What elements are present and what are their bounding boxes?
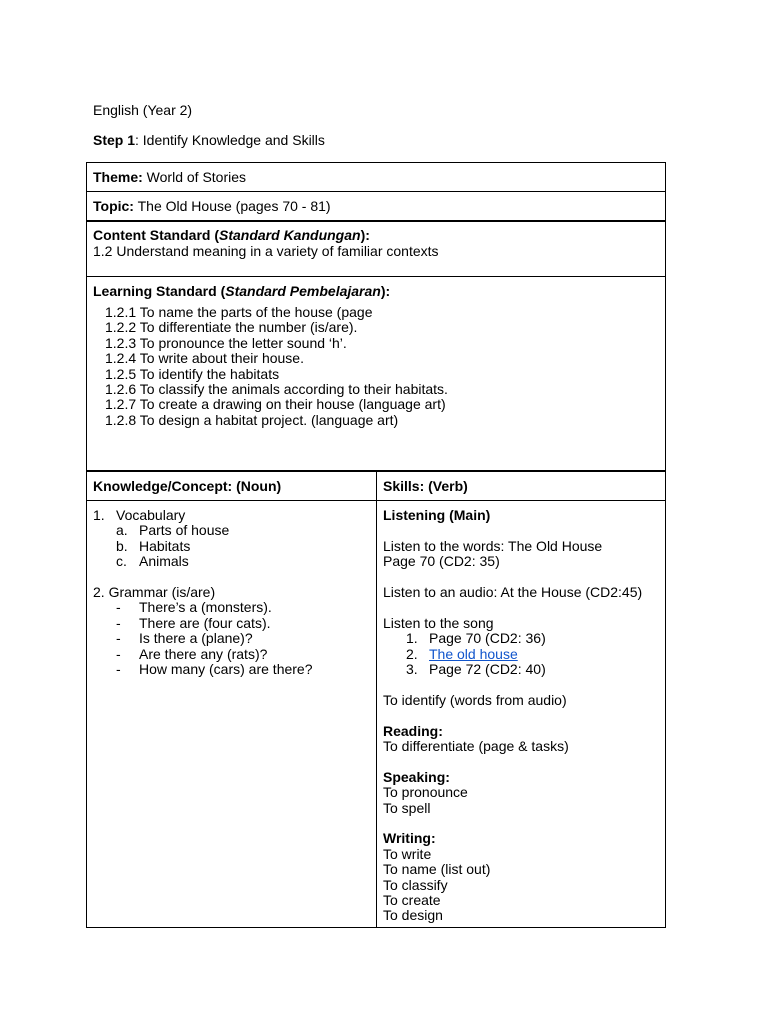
topic-row [87, 192, 665, 222]
listening-item: Listen to an audio: At the House (CD2:45) [383, 584, 643, 600]
grammar-item: - There are (four cats). [116, 614, 271, 631]
listening-heading: Listening (Main) [383, 507, 491, 523]
document-title: English (Year 2) [93, 102, 193, 118]
content-standard-row [87, 222, 665, 277]
listening-item: Listen to the song [383, 614, 494, 631]
writing-item: To name (list out) [383, 861, 491, 878]
skills-header: Skills: (Verb) [383, 478, 468, 494]
listening-item: Page 70 (CD2: 35) [383, 553, 500, 570]
learning-standard-item: 1.2.8 To design a habitat project. (language art) [105, 411, 399, 428]
writing-item: To design [383, 907, 443, 924]
old-house-link[interactable]: The old house [429, 645, 518, 662]
learning-standard-list [105, 305, 448, 428]
vocabulary-heading: 1. Vocabulary [93, 507, 186, 523]
theme-label: Theme: [93, 169, 143, 185]
speaking-item: To spell [383, 799, 431, 816]
writing-item: To create [383, 892, 441, 908]
learning-standard-item: 1.2.5 To identify the habitats [105, 365, 280, 382]
writing-heading: Writing: [383, 830, 436, 847]
step-label: Step 1 [93, 132, 136, 148]
learning-standard-row [87, 277, 665, 472]
topic-label: Topic: [93, 198, 134, 214]
learning-standard-item: 1.2.6 To classify the animals according to their habitats. [105, 381, 448, 398]
grammar-item: - There’s a (monsters). [116, 599, 272, 616]
vocab-item: c. Animals [116, 553, 189, 570]
song-item: 1. Page 70 (CD2: 36) [406, 630, 546, 647]
column-divider [376, 472, 377, 927]
content-standard-item: 1.2 Understand meaning in a variety of familiar contexts [93, 243, 439, 259]
reading-heading: Reading: [383, 722, 443, 739]
grammar-item: - How many (cars) are there? [116, 661, 313, 677]
theme-value: World of Stories [142, 169, 247, 185]
topic-value: The Old House (pages 70 - 81) [133, 198, 331, 214]
grammar-heading: 2. Grammar (is/are) [93, 584, 216, 600]
learning-standard-item: 1.2.1 To name the parts of the house (page [105, 304, 373, 320]
learning-standard-item: 1.2.4 To write about their house. [105, 350, 304, 367]
listening-item: To identify (words from audio) [383, 691, 567, 708]
writing-item: To write [383, 845, 432, 862]
learning-standard-item: 1.2.7 To create a drawing on their house (language art) [105, 396, 446, 413]
speaking-item: To pronounce [383, 784, 468, 801]
step-heading [93, 132, 325, 148]
theme-row [87, 163, 665, 192]
step-text: : Identify Knowledge and Skills [135, 132, 325, 148]
learning-standard-item: 1.2.3 To pronounce the letter sound ‘h’. [105, 334, 347, 351]
vocab-item: b. Habitats [116, 537, 191, 554]
writing-item: To classify [383, 876, 448, 893]
listening-item: Listen to the words: The Old House [383, 537, 603, 554]
grammar-item: - Is there a (plane)? [116, 630, 253, 647]
learning-standard-item: 1.2.2 To differentiate the number (is/are). [105, 319, 358, 336]
grammar-item: - Are there any (rats)? [116, 645, 268, 662]
speaking-heading: Speaking: [383, 768, 450, 785]
learning-standard-label: Learning Standard (Standard Pembelajaran): [93, 283, 391, 299]
lesson-table [86, 162, 666, 928]
knowledge-header: Knowledge/Concept: (Noun) [93, 478, 282, 494]
reading-item: To differentiate (page & tasks) [383, 738, 569, 754]
song-item: 3. Page 72 (CD2: 40) [406, 661, 546, 677]
vocab-item: a. Parts of house [116, 522, 230, 539]
song-item: 2. The old house [406, 645, 518, 662]
content-standard-label: Content Standard (Standard Kandungan): [93, 227, 370, 243]
